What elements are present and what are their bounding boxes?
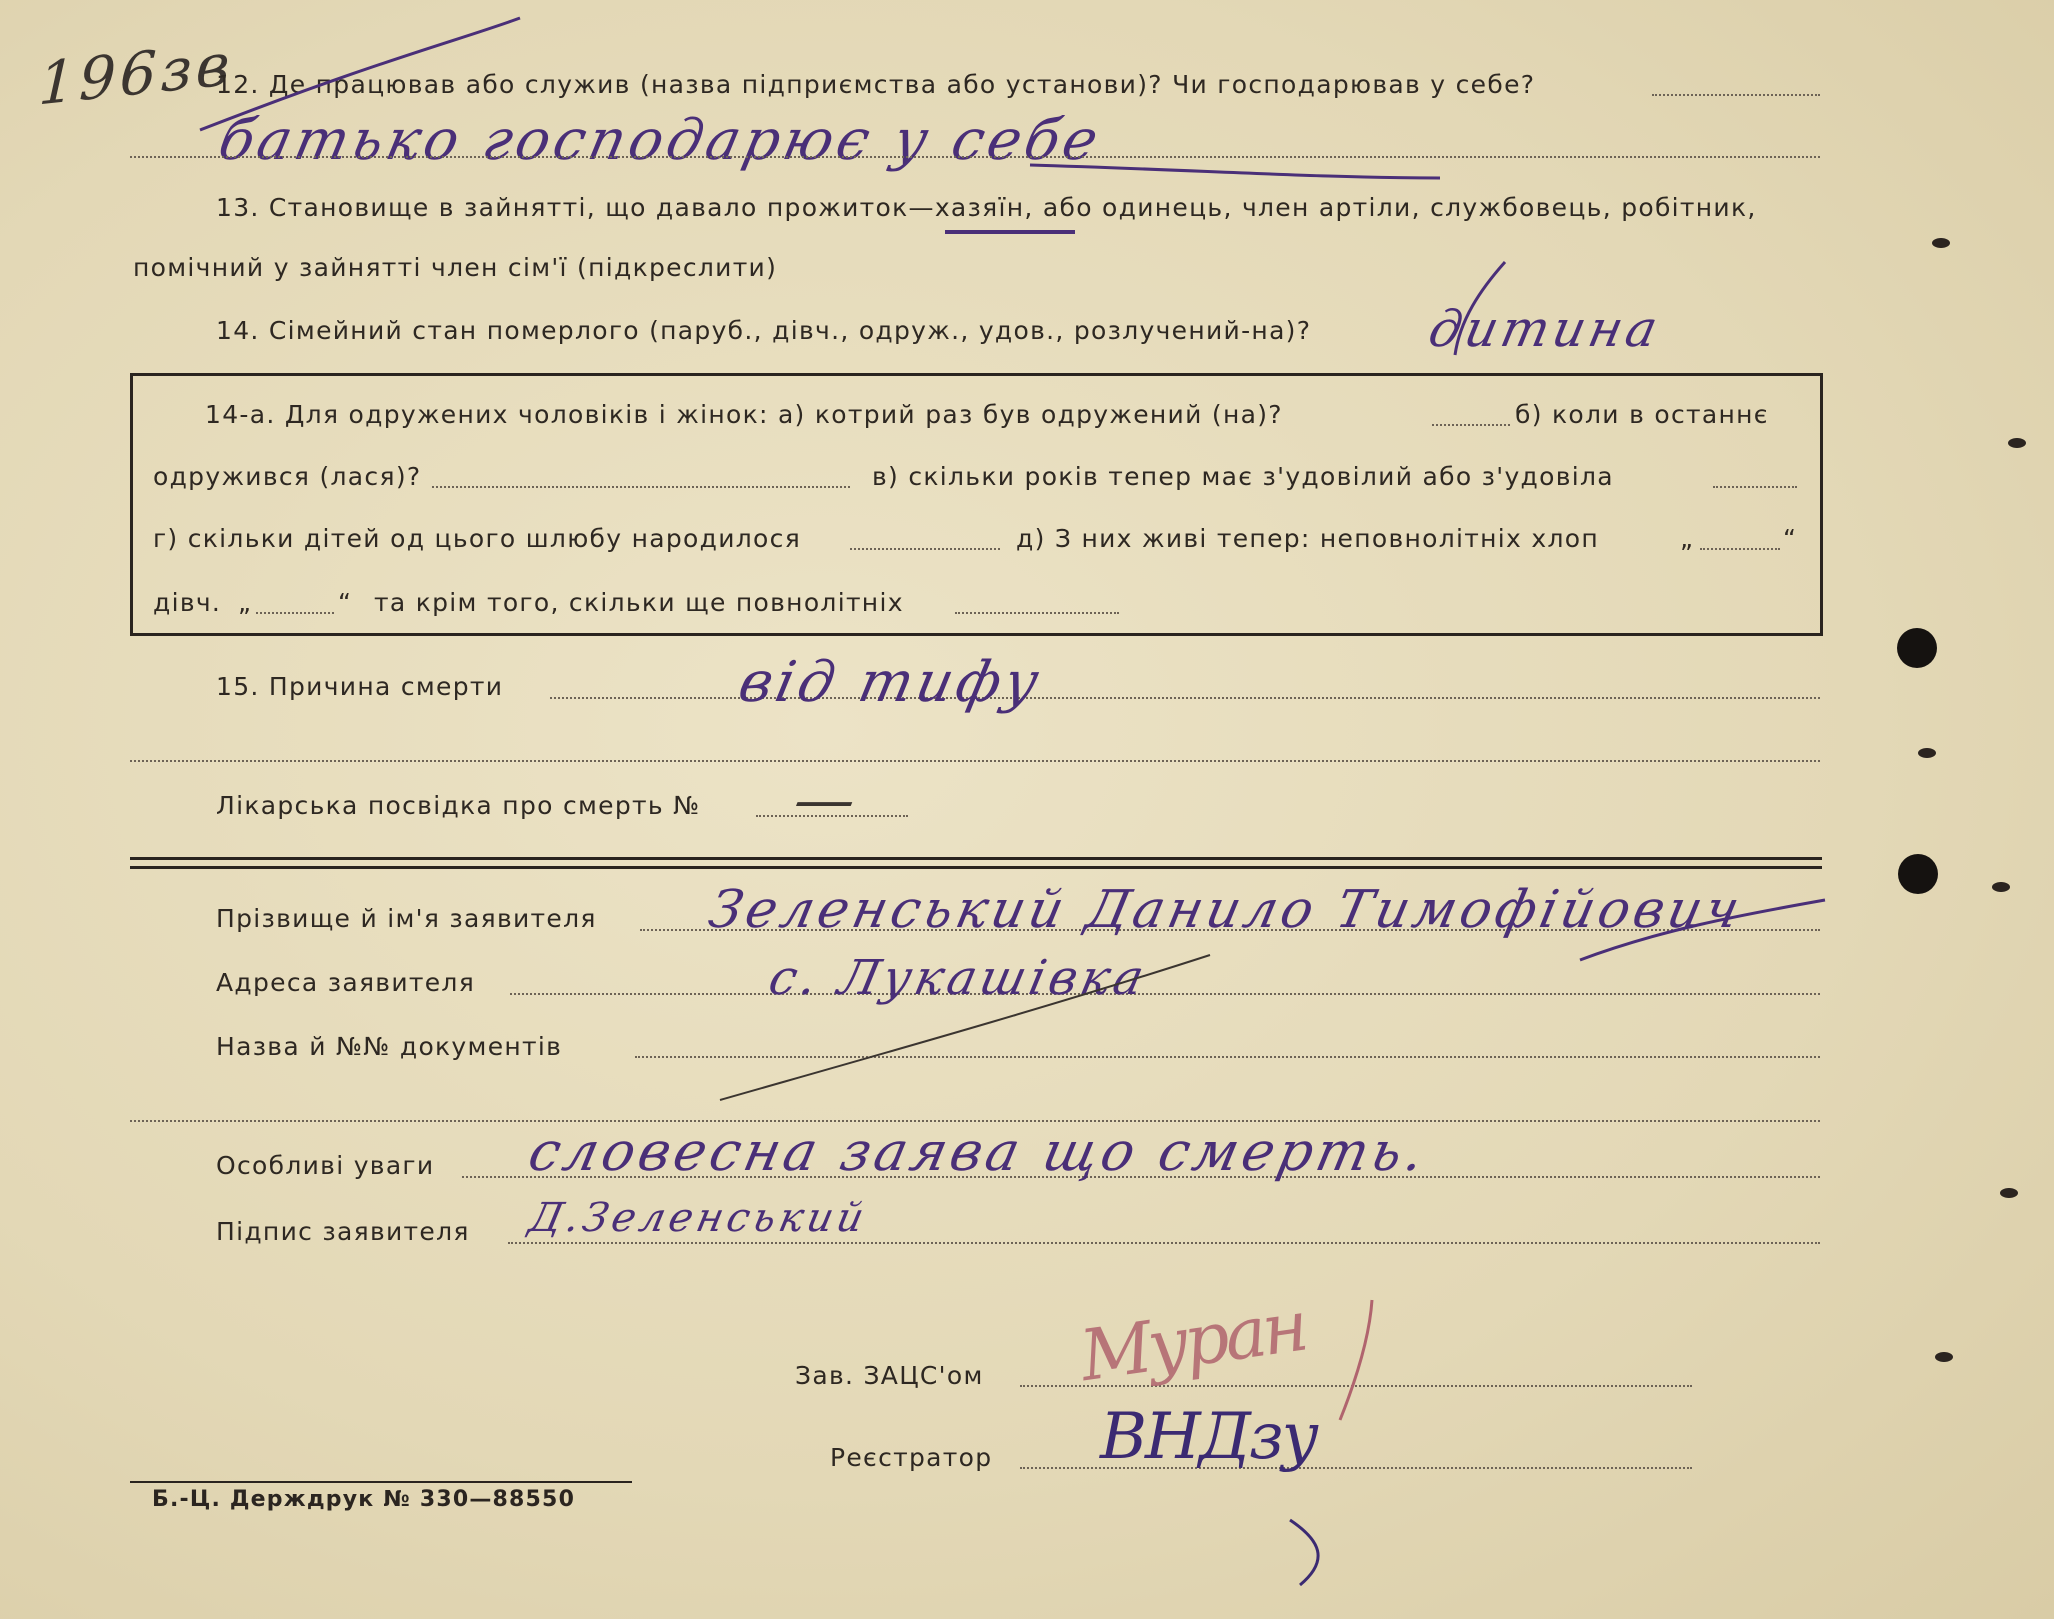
separator-bottom	[130, 866, 1822, 869]
applicant-signature-label: Підпис заявителя	[216, 1217, 470, 1246]
q14-answer: дитина	[1423, 300, 1667, 358]
registrar-label: Реєстратор	[830, 1443, 993, 1472]
binder-nick-2	[2008, 438, 2026, 448]
q12-label: 12. Де працював або служив (назва підприємства або установи)? Чи господарював у себе?	[216, 70, 1536, 99]
q14a-line4-open-quote: „	[238, 588, 253, 617]
q14a-line3-a: г) скільки дітей од цього шлюбу народилося	[153, 524, 802, 553]
q14a-line1-b: б) коли в останнє	[1515, 400, 1769, 429]
q12-dotline-1	[1652, 94, 1820, 96]
applicant-address-dotline	[510, 993, 1820, 995]
head-signature: Муран	[1075, 1284, 1310, 1398]
applicant-signature-value: Д.Зеленський	[525, 1195, 872, 1241]
binder-hole-2	[1898, 854, 1938, 894]
q14a-line3-b: д) З них живі тепер: неповнолітніх хлоп	[1016, 524, 1599, 553]
applicant-address-label: Адреса заявителя	[216, 968, 476, 997]
q14a-line4-close-quote: “	[338, 588, 353, 617]
applicant-docs-label: Назва й №№ документів	[216, 1032, 563, 1061]
q14a-line3-close-quote: “	[1783, 524, 1798, 553]
archive-number: 196зв	[37, 29, 235, 119]
q14a-dotline-b	[432, 486, 850, 488]
applicant-signature-dotline	[508, 1242, 1820, 1244]
registrar-flourish-stroke	[1290, 1520, 1318, 1585]
q14a-line2-a: одружився (лася)?	[153, 462, 422, 491]
q14a-dotline-d	[850, 548, 1000, 550]
q14a-dotline-a	[1432, 424, 1510, 426]
printer-rule	[130, 1481, 632, 1483]
q14a-line2-b: в) скільки років тепер має з'удовілий або з'удовіла	[872, 462, 1614, 491]
binder-nick-4	[1992, 882, 2010, 892]
head-label: Зав. ЗАЦС'ом	[795, 1361, 984, 1390]
q13-label-line1: 13. Становище в зайнятті, що давало прожиток—хазяїн, або одинець, член артіли, службовець, робітник,	[216, 193, 1757, 222]
q15-answer: від тифу	[733, 650, 1049, 715]
binder-nick-1	[1932, 238, 1950, 248]
binder-nick-5	[2000, 1188, 2018, 1198]
applicant-address-value: с. Лукашівка	[764, 950, 1153, 1006]
q14a-dotline-e	[1700, 548, 1780, 550]
applicant-name-value: Зеленський Данило Тимофійович	[703, 880, 1749, 940]
q13-label-line2: помічний у зайнятті член сім'ї (підкреслити)	[133, 253, 778, 282]
binder-nick-6	[1935, 1352, 1953, 1362]
binder-nick-3	[1918, 748, 1936, 758]
q14a-line4-b: та крім того, скільки ще повнолітніх	[374, 588, 904, 617]
q12-dotline-2	[130, 156, 1820, 158]
q15-label: 15. Причина смерти	[216, 672, 504, 701]
separator-top	[130, 857, 1822, 860]
applicant-name-label: Прізвище й ім'я заявителя	[216, 904, 597, 933]
q14a-dotline-g	[955, 612, 1119, 614]
registrar-signature: ВНДзу	[1100, 1400, 1317, 1474]
medical-label: Лікарська посвідка про смерть №	[216, 791, 701, 820]
q14a-line4-a: дівч.	[153, 588, 222, 617]
printer-mark: Б.-Ц. Держдрук № 330—88550	[152, 1487, 576, 1512]
applicant-docs-dotline-1	[635, 1056, 1820, 1058]
q14a-dotline-f	[256, 612, 334, 614]
applicant-notes-label: Особливі уваги	[216, 1151, 435, 1180]
head-stamp-stroke	[1340, 1300, 1372, 1420]
q12-answer: батько господарює у себе	[213, 108, 1108, 173]
medical-answer: —	[787, 765, 867, 835]
q14a-line1-a: 14-а. Для одружених чоловіків і жінок: а) котрий раз був одружений (на)?	[205, 400, 1283, 429]
q14-label: 14. Сімейний стан померлого (паруб., дівч., одруж., удов., розлучений-на)?	[216, 316, 1312, 345]
applicant-notes-value: словесна заява що смерть.	[523, 1120, 1434, 1183]
q14a-line3-open-quote: „	[1680, 524, 1695, 553]
q14a-dotline-c	[1713, 486, 1797, 488]
q15-dotline-2	[130, 760, 1820, 762]
binder-hole-1	[1897, 628, 1937, 668]
